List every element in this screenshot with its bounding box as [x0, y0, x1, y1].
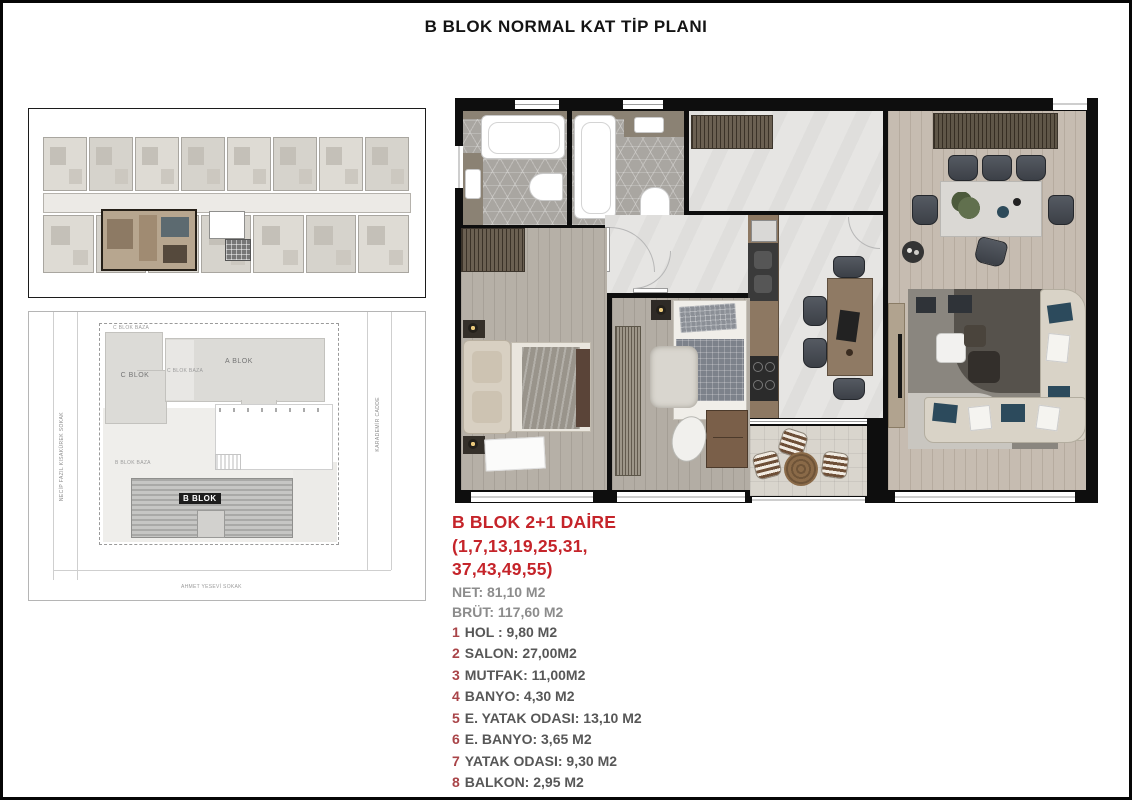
bedroom-rug [484, 436, 546, 471]
tv [898, 334, 902, 398]
bedroom2-door-arc [633, 251, 671, 289]
oval-chair [667, 413, 711, 466]
apartment-name: B BLOK 2+1 DAİRE [452, 512, 617, 532]
room-list-item [452, 622, 642, 644]
window [455, 146, 463, 188]
table-dish [997, 206, 1009, 218]
lamp [468, 323, 478, 333]
sofa-pillow-blue [932, 403, 958, 423]
room-corridor [605, 215, 750, 293]
room-list-item [452, 772, 642, 794]
bed-foot-bench [576, 349, 590, 427]
room-number: 3 [452, 666, 460, 683]
b-baza-label: B BLOK BAZA [115, 460, 151, 466]
room-list-item [452, 708, 642, 730]
kitchen-door-arc [848, 217, 880, 249]
overview-unit [358, 215, 409, 273]
c-baza-top-label: C BLOK BAZA [113, 325, 150, 331]
apartment-units-line2: 37,43,49,55) [452, 559, 553, 579]
table-dish [1013, 198, 1021, 206]
overview-unit [365, 137, 409, 191]
bed-headboard [463, 340, 511, 434]
lamp [468, 439, 478, 449]
room-list-item [452, 665, 642, 687]
room-list-item [452, 643, 642, 665]
kitchen-table [827, 278, 873, 376]
overview-unit [89, 137, 133, 191]
room-number: 4 [452, 688, 460, 704]
window [623, 100, 663, 109]
block-b-label: B BLOK [179, 493, 221, 504]
kitchen-appliance [751, 220, 777, 242]
room-number: 5 [452, 709, 460, 726]
bathtub [481, 115, 565, 159]
coffee-table-dark [968, 351, 1000, 383]
overview-unit [227, 137, 271, 191]
bedroom2-door [633, 288, 668, 293]
road-line [77, 312, 78, 580]
block-c-label: C BLOK [120, 372, 150, 379]
block-b-entrance [197, 510, 225, 538]
apartment-units-line1: (1,7,13,19,25,31, [452, 535, 588, 556]
pouf [820, 450, 849, 479]
stove [748, 356, 778, 401]
street-bottom-label: AHMET YESEVİ SOKAK [181, 584, 242, 590]
dining-chair [1016, 155, 1046, 181]
lamp [656, 305, 666, 315]
sofa-pillow-white [1035, 405, 1060, 432]
road-line [53, 570, 391, 571]
room-number: 1 [452, 623, 460, 640]
room-mutfak [748, 215, 883, 418]
balcony-table [784, 452, 818, 486]
apartment-plan [455, 98, 1098, 503]
room-label: SALON: 27,00M2 [464, 645, 577, 661]
window [515, 100, 559, 109]
kitchen-chair [833, 378, 865, 400]
room-number: 6 [452, 731, 460, 747]
overview-unit [319, 137, 363, 191]
brut-area: BRÜT: 117,60 M2 [452, 603, 564, 620]
table-plant [951, 192, 987, 224]
overview-top-units [43, 137, 411, 191]
kitchen-sink-unit [748, 243, 778, 301]
balcony-rail [752, 497, 865, 503]
bed-mattress [511, 342, 591, 432]
room-label: YATAK ODASI: 9,30 M2 [464, 752, 618, 769]
window [617, 492, 745, 502]
room-salon [888, 111, 1086, 490]
kitchen-chair [803, 338, 827, 368]
overview-highlighted-unit [101, 209, 197, 271]
street-left-label: NECİP FAZIL KISAKÜREK SOKAK [59, 412, 65, 502]
dining-chair [948, 155, 978, 181]
road-line [53, 312, 54, 580]
pillow [679, 303, 737, 333]
overview-stairwell [209, 211, 245, 239]
kitchen-chair [803, 296, 827, 326]
overview-elevator [225, 239, 251, 261]
rug-cushion [948, 295, 972, 313]
dining-chair [1048, 195, 1074, 225]
sofa-bottom [924, 397, 1086, 443]
overview-unit [181, 137, 225, 191]
room-label: E. YATAK ODASI: 13,10 M2 [464, 709, 642, 726]
kitchen-chair [833, 256, 865, 278]
site-plan-panel [28, 311, 426, 601]
block-a-label: A BLOK [225, 358, 253, 365]
overview-unit [306, 215, 357, 273]
room-label: MUTFAK: 11,00M2 [464, 666, 586, 683]
dining-chair [912, 195, 938, 225]
dining-chair [982, 155, 1012, 181]
road-line [391, 312, 392, 570]
side-table [902, 241, 924, 263]
room-balkon [750, 426, 867, 496]
balcony-door [750, 419, 867, 424]
room-label: BANYO: 4,30 M2 [464, 688, 575, 704]
wardrobe-2 [615, 326, 641, 476]
room-label: BALKON: 2,95 M2 [464, 774, 584, 790]
dresser [706, 410, 748, 468]
page-title: B BLOK NORMAL KAT TİP PLANI [424, 17, 708, 36]
room-label: E. BANYO: 3,65 M2 [464, 731, 592, 747]
sink [465, 169, 481, 199]
room-number: 2 [452, 645, 460, 661]
bathtub-2 [574, 115, 616, 219]
room-list-item [452, 729, 642, 751]
sofa-pillow-white [968, 405, 992, 431]
dining-table [940, 181, 1042, 237]
rug-cushion [916, 297, 936, 313]
net-area: NET: 81,10 M2 [452, 583, 546, 600]
tv-console [888, 303, 905, 428]
overview-unit [43, 215, 94, 273]
window [895, 492, 1075, 502]
room-ebanyo [572, 111, 684, 225]
sofa-pillow-blue [1047, 302, 1073, 323]
room-hol [689, 111, 883, 211]
yard-stairs [215, 454, 241, 470]
coffee-table-white [936, 333, 966, 363]
sofa-pillow-white [1046, 333, 1071, 363]
baza-footprint-right [293, 462, 337, 542]
room-number: 7 [452, 752, 460, 769]
room-label: HOL : 9,80 M2 [464, 623, 558, 640]
room-yatak [612, 298, 750, 490]
room-number: 8 [452, 774, 460, 790]
laptop [836, 310, 860, 342]
salon-wardrobe [933, 113, 1058, 149]
road-line [367, 312, 368, 570]
apartment-info [452, 511, 642, 794]
room-eyatak [461, 228, 607, 490]
floor-overview-panel [28, 108, 426, 298]
overview-unit [43, 137, 87, 191]
bed-blanket [522, 347, 580, 429]
sofa-pillow-blue [1001, 404, 1025, 422]
rug-2 [650, 346, 698, 408]
overview-unit [135, 137, 179, 191]
sink-2 [634, 117, 664, 133]
coffee-table-small [964, 325, 986, 347]
c-baza-mid-label: C BLOK BAZA [167, 368, 204, 374]
toilet [529, 173, 563, 201]
pouf [751, 449, 783, 481]
overview-corridor [43, 193, 411, 213]
window [471, 492, 593, 502]
street-right-label: KARADEMİR CADDE [375, 397, 381, 452]
room-list-item [452, 751, 642, 773]
parking-ticks [219, 408, 329, 412]
room-list-item [452, 686, 642, 708]
room-banyo [463, 111, 567, 225]
dining-chair [973, 236, 1008, 268]
overview-unit [253, 215, 304, 273]
bedroom-wardrobe [461, 228, 525, 272]
hall-wardrobe [691, 115, 773, 149]
window [1053, 98, 1087, 110]
overview-unit [273, 137, 317, 191]
